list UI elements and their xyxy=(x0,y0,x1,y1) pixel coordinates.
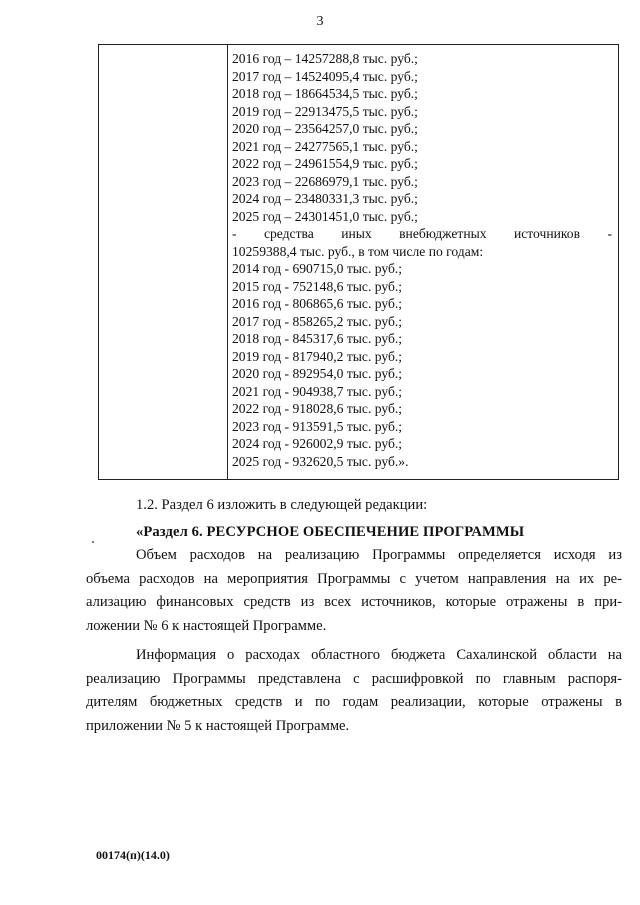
other-sources-year: 2021 год - 904938,7 тыс. руб.; xyxy=(232,383,403,399)
paragraph-line: дителям бюджетных средств и по годам реализации, которые отражены в xyxy=(86,694,622,710)
funding-line: 2025 год – 24301451,0 тыс. руб.; xyxy=(232,208,418,224)
sources-word: иных xyxy=(341,226,372,241)
funding-line: 2017 год – 14524095,4 тыс. руб.; xyxy=(232,68,418,84)
document-body xyxy=(86,494,622,738)
other-sources-year: 2022 год - 918028,6 тыс. руб.; xyxy=(232,401,403,416)
other-sources-year: 2017 год - 858265,2 тыс. руб.; xyxy=(232,313,403,329)
funding-table xyxy=(98,44,619,480)
funding-line: 2016 год – 14257288,8 тыс. руб.; xyxy=(232,51,418,66)
paragraph-line: приложении № 5 к настоящей Программе. xyxy=(86,717,350,734)
section-intro: 1.2. Раздел 6 изложить в следующей редакции: xyxy=(136,497,428,513)
page-number: 3 xyxy=(316,14,324,29)
other-sources-year: 2020 год - 892954,0 тыс. руб.; xyxy=(232,366,403,381)
section-heading: «Раздел 6. РЕСУРСНОЕ ОБЕСПЕЧЕНИЕ ПРОГРАММЫ xyxy=(136,523,525,540)
other-sources-year: 2015 год - 752148,6 тыс. руб.; xyxy=(232,278,403,294)
sources-word: источников xyxy=(513,226,581,241)
funding-cell xyxy=(232,50,612,470)
funding-line: 2018 год – 18664534,5 тыс. руб.; xyxy=(232,86,418,101)
funding-line: 2019 год – 22913475,5 тыс. руб.; xyxy=(232,103,418,119)
paragraph-line: ложении № 6 к настоящей Программе. xyxy=(86,617,327,634)
other-sources-year: 2024 год - 926002,9 тыс. руб.; xyxy=(232,436,403,451)
other-sources-total: 10259388,4 тыс. руб., в том числе по годам: xyxy=(232,243,484,259)
paragraph-line: объема расходов на мероприятия Программы с учетом направления на их ре- xyxy=(86,570,622,587)
other-sources-year: 2019 год - 817940,2 тыс. руб.; xyxy=(232,348,403,364)
sources-word: средства xyxy=(263,226,314,241)
other-sources-line xyxy=(232,225,612,243)
paragraph-expenses xyxy=(86,544,622,638)
other-sources-year: 2014 год - 690715,0 тыс. руб.; xyxy=(232,261,403,276)
paragraph-line: Информация о расходах областного бюджета Сахалинской области на xyxy=(136,647,622,663)
other-sources-year: 2016 год - 806865,6 тыс. руб.; xyxy=(232,296,403,311)
funding-line: 2023 год – 22686979,1 тыс. руб.; xyxy=(232,173,418,189)
sources-word: - xyxy=(232,226,237,241)
funding-line: 2020 год – 23564257,0 тыс. руб.; xyxy=(232,121,418,136)
paragraph-budget-info xyxy=(86,644,622,738)
other-sources-year: 2018 год - 845317,6 тыс. руб.; xyxy=(232,331,403,346)
funding-line: 2021 год – 24277565,1 тыс. руб.; xyxy=(232,138,418,154)
sources-word: внебюджетных xyxy=(399,226,487,241)
scan-speck xyxy=(92,541,94,543)
funding-line: 2022 год – 24961554,9 тыс. руб.; xyxy=(232,156,418,171)
paragraph-line: реализацию Программы представлена с расшифровкой по главным распоря- xyxy=(86,670,622,687)
funding-line: 2024 год – 23480331,3 тыс. руб.; xyxy=(232,191,418,206)
table-column-divider xyxy=(227,45,228,479)
paragraph-line: Объем расходов на реализацию Программы определяется исходя из xyxy=(136,547,622,563)
other-sources-year: 2025 год - 932620,5 тыс. руб.». xyxy=(232,453,409,469)
sources-word: - xyxy=(607,226,612,241)
paragraph-line: ализацию финансовых средств из всех источников, которые отражены в при- xyxy=(86,594,622,610)
document-code: 00174(п)(14.0) xyxy=(96,848,170,862)
other-sources-year: 2023 год - 913591,5 тыс. руб.; xyxy=(232,418,403,434)
